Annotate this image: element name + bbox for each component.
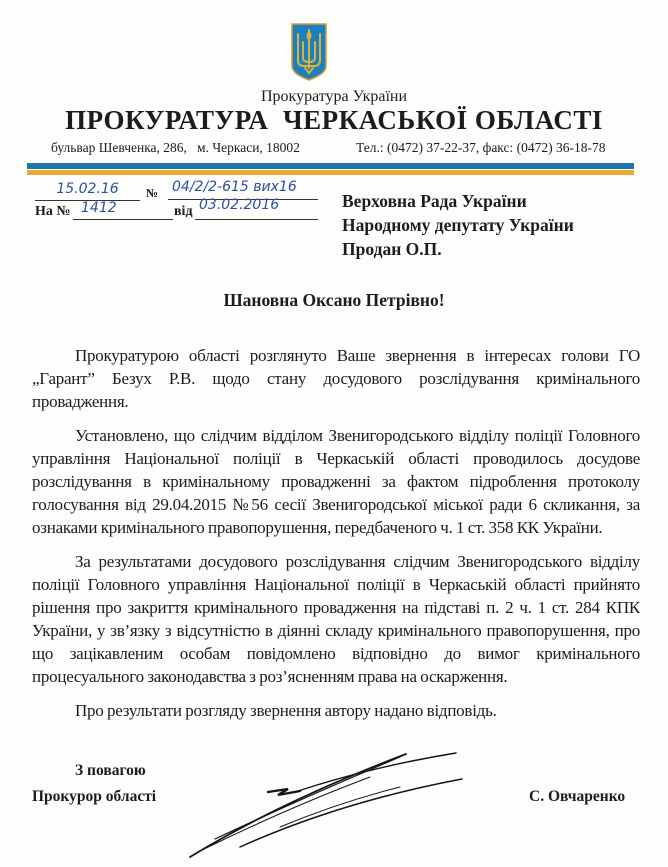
recipient-line: Верховна Рада України — [342, 191, 527, 211]
coat-of-arms-emblem — [289, 22, 329, 82]
body-paragraph: Установлено, що слідчим відділом Звенигородського відділу поліції Головного управління Національної поліції в Черкаській області проводилось досудове розслідування в кримінальному провадженні за фактом підроблення протоколу голосування від 29.04.2015 №56 сесії Звенигородської міської ради 6 скликання, за ознаками кримінального правопорушення, передбаченого ч. 1 ст. 358 КК України. — [32, 426, 640, 537]
letterhead-stripe-blue — [27, 163, 634, 169]
incoming-number-label: На № — [35, 204, 71, 219]
closing-phrase: З повагою — [75, 762, 146, 779]
handwritten-signature — [170, 747, 510, 862]
outgoing-number-label: № — [146, 186, 159, 200]
outgoing-number-field: 04/2/2-615 вих16 — [168, 179, 318, 200]
signature-block — [32, 762, 640, 852]
signatory-name: С. Овчаренко — [529, 788, 626, 805]
parent-organization: Прокуратура України — [260, 88, 408, 105]
organization-name: ПРОКУРАТУРА ЧЕРКАСЬКОЇ ОБЛАСТІ — [65, 105, 603, 135]
organization-address: бульвар Шевченка, 286, м. Черкаси, 18002 — [51, 140, 300, 155]
body-paragraph: Прокуратурою області розглянуто Ваше звернення в інтересах голови ГО „Гарант” Безух Р.В. щодо стану досудового розслідування кримінального провадження. — [32, 346, 640, 411]
recipient-line: Продан О.П. — [342, 239, 442, 259]
incoming-date-label: від — [174, 204, 193, 219]
recipient-line: Народному депутату України — [342, 215, 574, 235]
incoming-number-field: 1412 — [73, 200, 173, 220]
letterhead-stripe-yellow — [27, 170, 634, 175]
salutation: Шановна Оксано Петрівно! — [223, 290, 445, 310]
signatory-position: Прокурор області — [32, 788, 157, 805]
letter-body — [32, 344, 640, 852]
incoming-date-field: 03.02.2016 — [195, 197, 318, 220]
outgoing-date-field: 15.02.16 — [35, 181, 140, 201]
body-paragraph: Про результати розгляду звернення автору надано відповідь. — [75, 701, 497, 720]
organization-contacts: Тел.: (0472) 37-22-37, факс: (0472) 36-18-78 — [356, 140, 606, 155]
body-paragraph: За результатами досудового розслідування слідчим Звенигородського відділу поліції Головного управління Національної поліції в Черкаській області прийнято рішення про закриття кримінального провадження на підставі п. 2 ч. 1 ст. 284 КПК України, у зв’язку з відсутністю в діянні складу кримінального правопорушення, про що зацікавленим особам повідомлено відповідно до вимог кримінального процесуального законодавства з роз’ясненням права на оскарження. — [32, 552, 640, 686]
